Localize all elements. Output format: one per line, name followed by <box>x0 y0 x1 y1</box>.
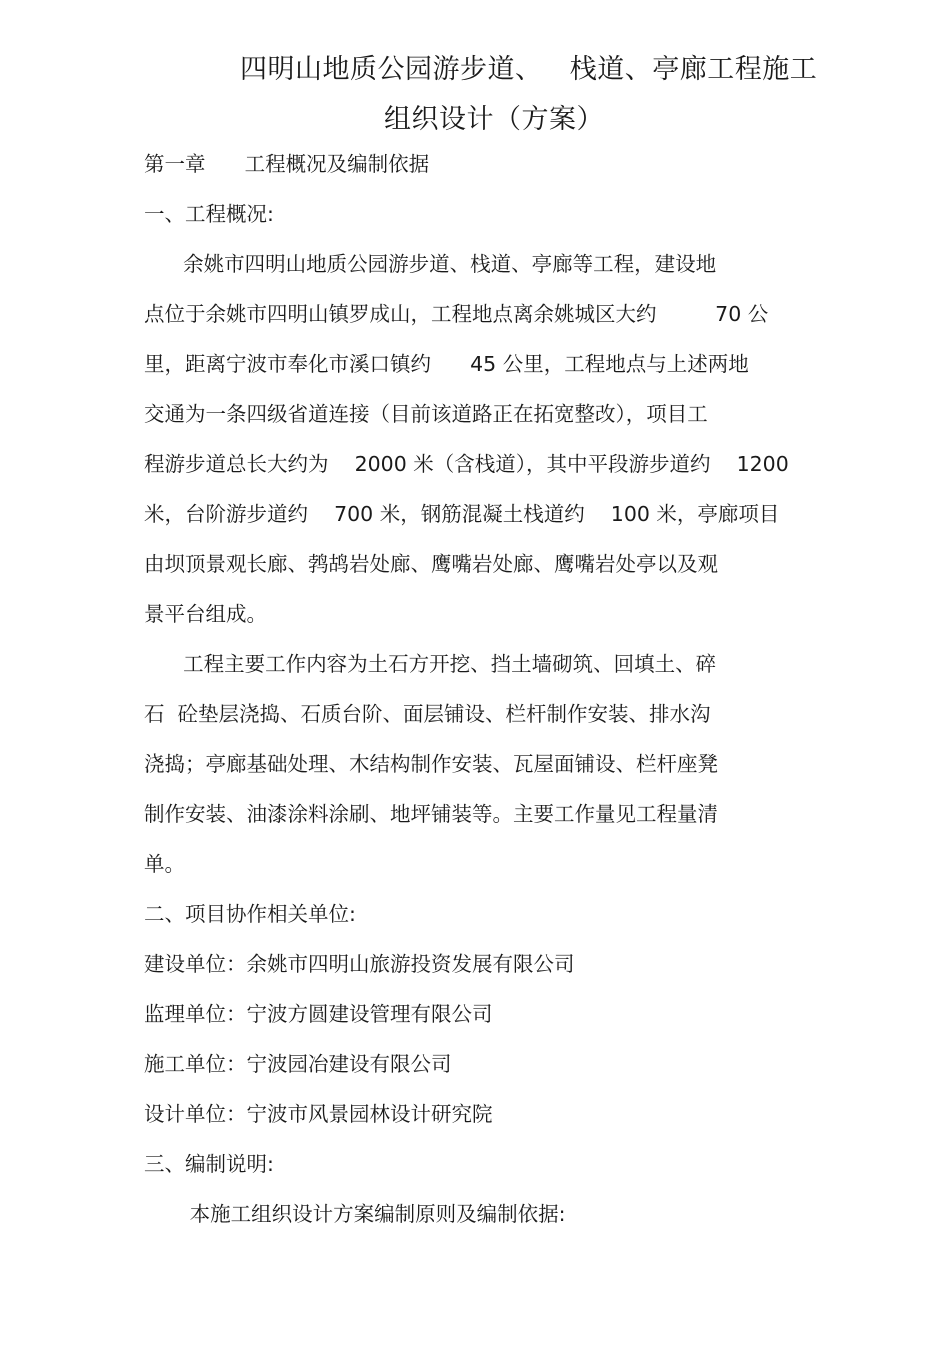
section-heading-units: 二、项目协作相关单位: <box>144 902 356 926</box>
paragraph-line: 里，距离宁波市奉化市溪口镇约 45 公里，工程地点与上述两地 <box>144 352 749 376</box>
paragraph-line: 程游步道总长大约为 2000 米（含栈道），其中平段游步道约 1200 <box>144 452 789 476</box>
paragraph-line: 点位于余姚市四明山镇罗成山，工程地点离余姚城区大约 70 公 <box>144 302 769 326</box>
paragraph-line: 由坝顶景观长廊、鹁鸪岩处廊、鹰嘴岩处廊、鹰嘴岩处亭以及观 <box>144 552 718 576</box>
unit-designer: 设计单位：宁波市风景园林设计研究院 <box>144 1102 493 1126</box>
paragraph-line: 景平台组成。 <box>144 602 267 626</box>
section-heading-overview: 一、工程概况: <box>144 202 274 226</box>
paragraph-line: 单。 <box>144 852 185 876</box>
paragraph-line: 余姚市四明山地质公园游步道、栈道、亭廊等工程，建设地 <box>144 252 717 276</box>
unit-construction-owner: 建设单位：余姚市四明山旅游投资发展有限公司 <box>144 952 575 976</box>
paragraph-line: 浇捣；亭廊基础处理、木结构制作安装、瓦屋面铺设、栏杆座凳 <box>144 752 718 776</box>
unit-contractor: 施工单位：宁波园冶建设有限公司 <box>144 1052 452 1076</box>
paragraph-line: 制作安装、油漆涂料涂刷、地坪铺装等。主要工作量见工程量清 <box>144 802 718 826</box>
paragraph-line: 石 砼垫层浇捣、石质台阶、面层铺设、栏杆制作安装、排水沟 <box>144 702 711 726</box>
paragraph-line: 米，台阶游步道约 700 米，钢筋混凝土栈道约 100 米，亭廊项目 <box>144 502 780 526</box>
unit-supervisor: 监理单位：宁波方圆建设管理有限公司 <box>144 1002 493 1026</box>
chapter-heading: 第一章 工程概况及编制依据 <box>144 152 430 176</box>
paragraph-line: 工程主要工作内容为土石方开挖、挡土墙砌筑、回填土、碎 <box>144 652 717 676</box>
section-heading-notes: 三、编制说明: <box>144 1152 274 1176</box>
document-title-line1: 四明山地质公园游步道、 栈道、亭廊工程施工 <box>240 54 818 85</box>
document-title-line2: 组织设计（方案） <box>384 104 604 135</box>
paragraph-line: 交通为一条四级省道连接（目前该道路正在拓宽整改），项目工 <box>144 402 708 426</box>
paragraph-line: 本施工组织设计方案编制原则及编制依据: <box>144 1202 566 1226</box>
